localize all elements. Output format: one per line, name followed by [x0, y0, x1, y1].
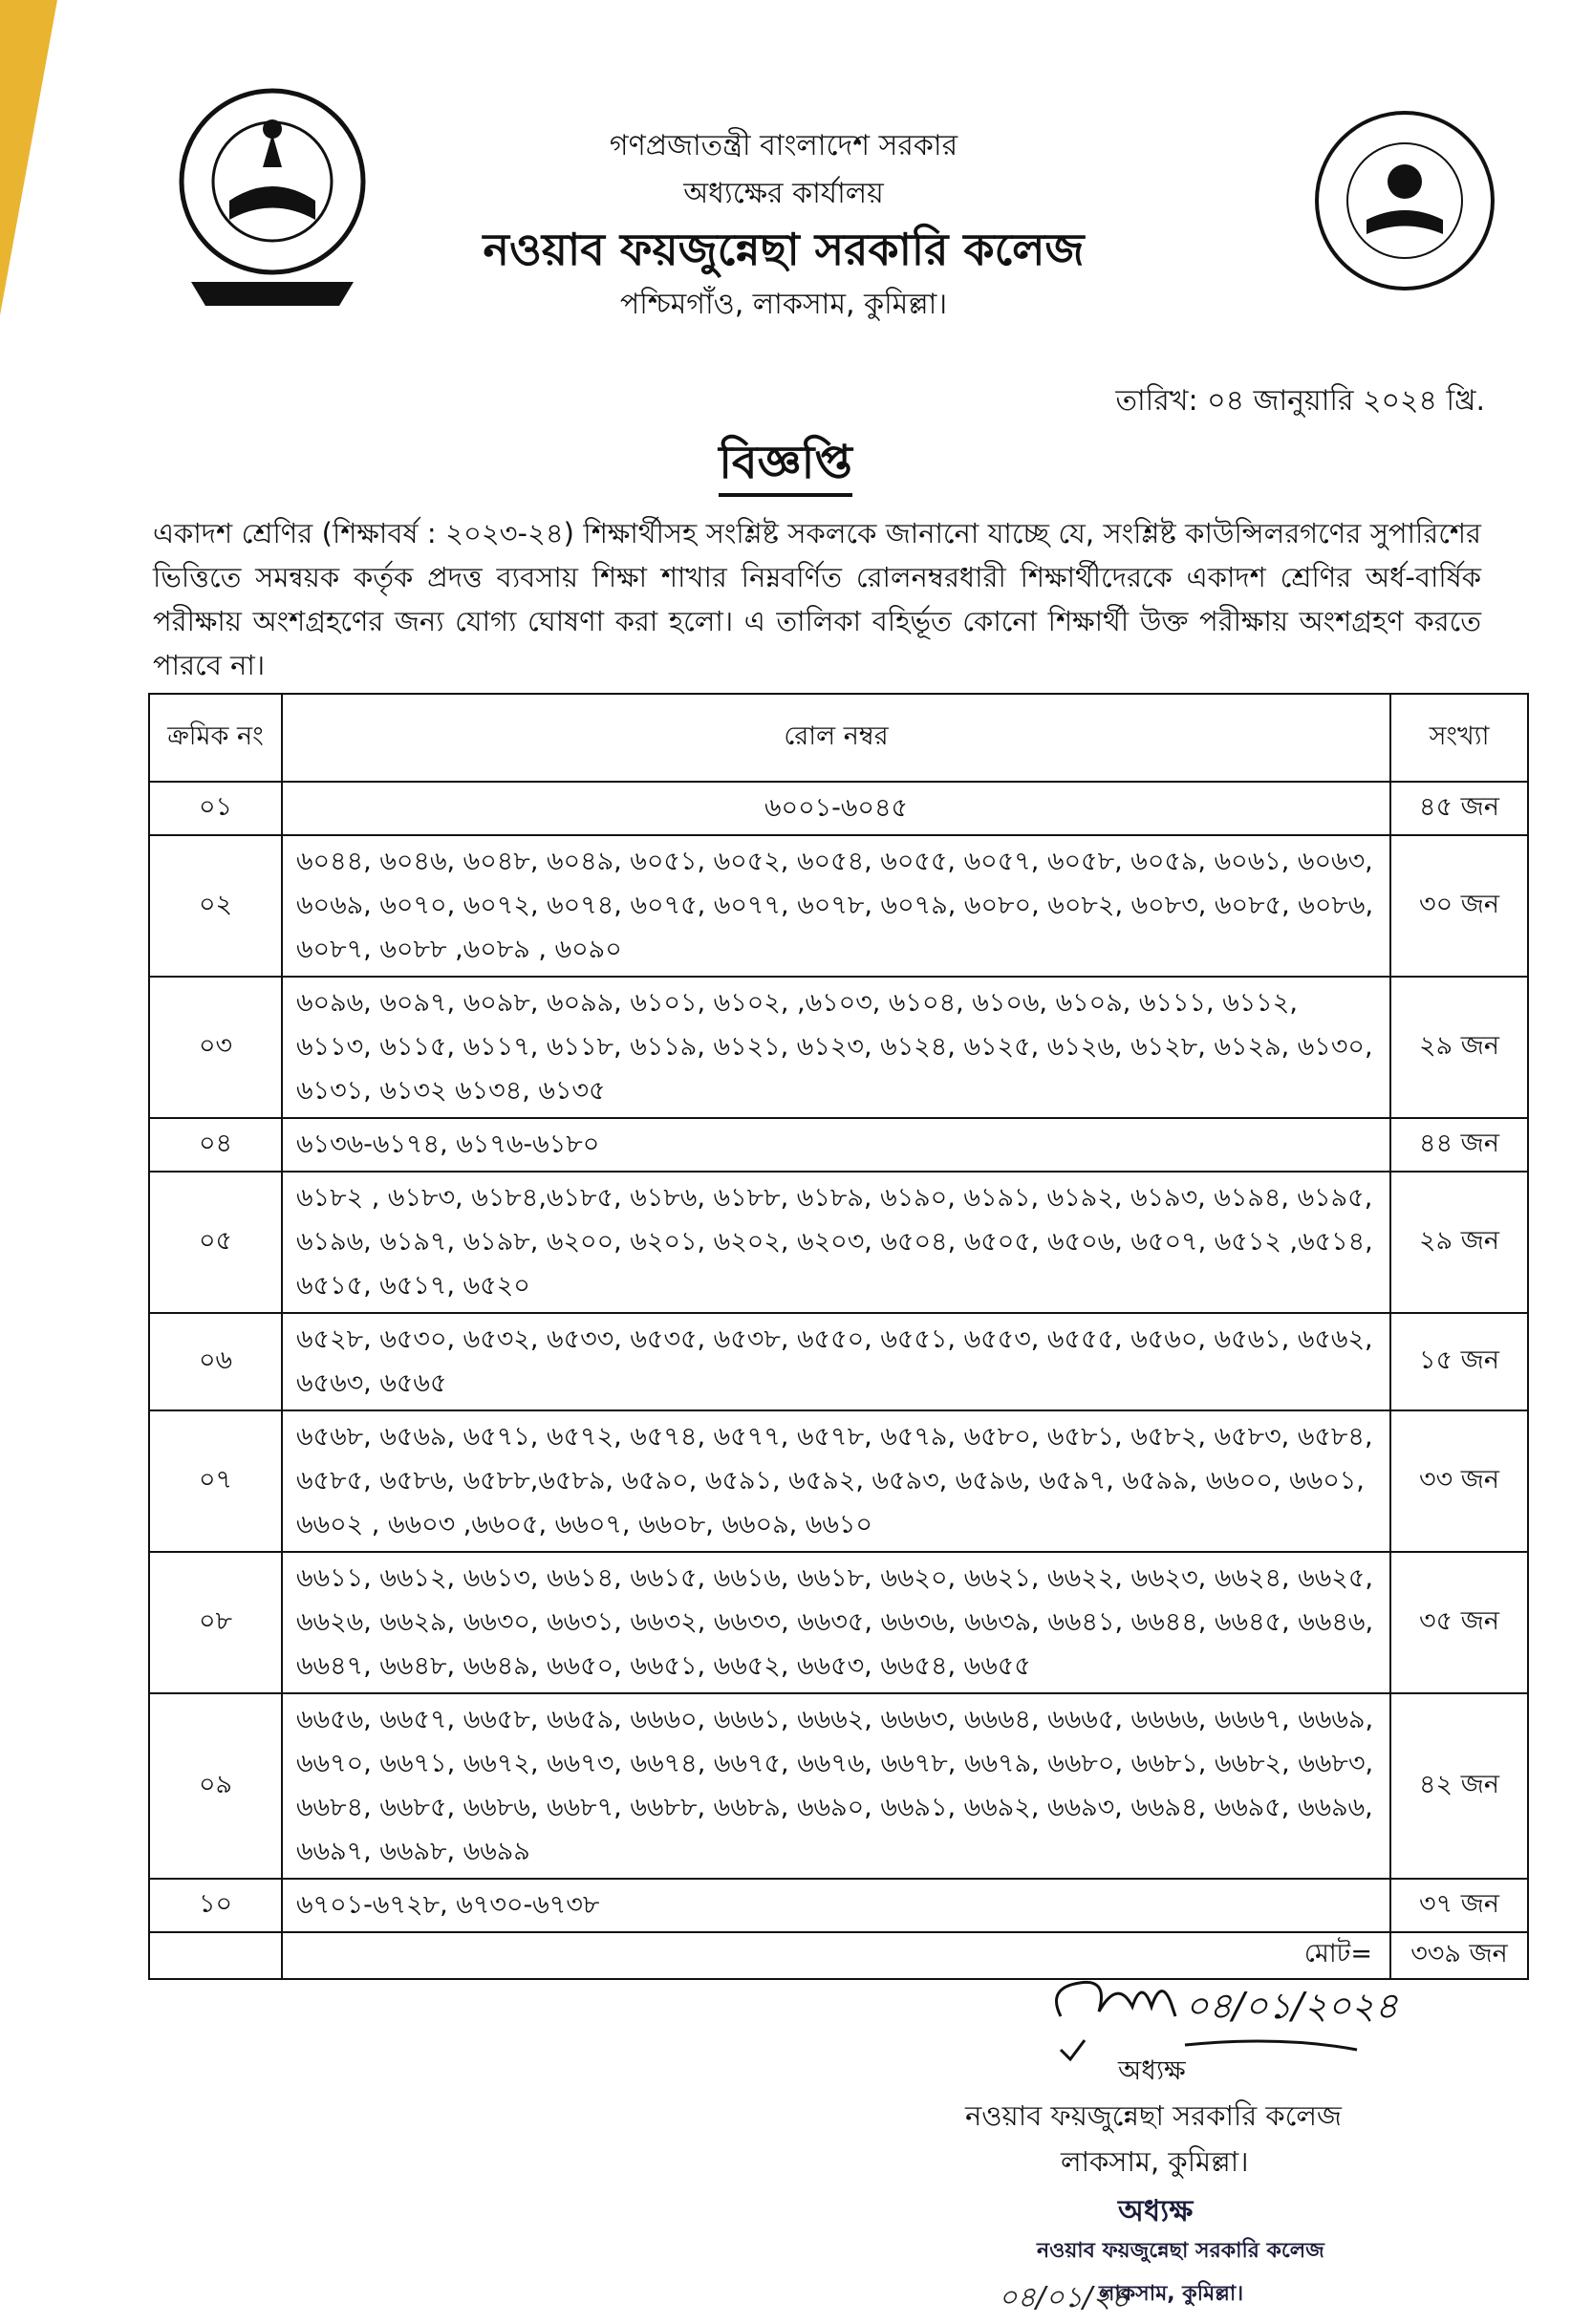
table-row: [149, 977, 1528, 1118]
roll-cell: ৬১৩৬-৬১৭৪, ৬১৭৬-৬১৮০: [282, 1118, 1390, 1172]
government-name: গণপ্রজাতন্ত্রী বাংলাদেশ সরকার: [609, 129, 958, 162]
header-serial: ক্রমিক নং: [149, 694, 282, 782]
serial-cell: ০৫: [149, 1172, 282, 1313]
college-address: পশ্চিমগাঁও, লাকসাম, কুমিল্লা।: [619, 288, 948, 321]
table-row: [149, 835, 1528, 977]
count-cell: ৩৫ জন: [1390, 1552, 1528, 1693]
count-cell: ১৫ জন: [1390, 1313, 1528, 1410]
roll-cell: ৬৫২৮, ৬৫৩০, ৬৫৩২, ৬৫৩৩, ৬৫৩৫, ৬৫৩৮, ৬৫৫০, ৬৫৫১, ৬৫৫৩, ৬৫৫৫, ৬৫৬০, ৬৫৬১, ৬৫৬২, ৬৫৬৩, ৬৫৬৫: [282, 1313, 1390, 1410]
office-name: অধ্যক্ষের কার্যালয়: [683, 177, 884, 210]
serial-cell: ০৯: [149, 1693, 282, 1879]
signer-college: নওয়াব ফয়জুন্নেছা সরকারি কলেজ: [965, 2099, 1342, 2132]
signer-title: অধ্যক্ষ: [1118, 2055, 1186, 2086]
serial-cell: ১০: [149, 1879, 282, 1932]
count-cell: ২৯ জন: [1390, 977, 1528, 1118]
table-row: [149, 1410, 1528, 1552]
serial-cell: ০৬: [149, 1313, 282, 1410]
roll-cell: ৬৭০১-৬৭২৮, ৬৭৩০-৬৭৩৮: [282, 1879, 1390, 1932]
count-cell: ৩৩ জন: [1390, 1410, 1528, 1552]
table-row: [149, 1313, 1528, 1410]
roll-cell: ৬৫৬৮, ৬৫৬৯, ৬৫৭১, ৬৫৭২, ৬৫৭৪, ৬৫৭৭, ৬৫৭৮, ৬৫৭৯, ৬৫৮০, ৬৫৮১, ৬৫৮২, ৬৫৮৩, ৬৫৮৪, ৬৫৮৫, ৬৫৮৬, ৬৫৮৮,৬৫৮৯, ৬৫৯০, ৬৫৯১, ৬৫৯২, ৬৫৯৩, ৬৫৯৬, ৬৫৯৭, ৬৫৯৯, ৬৬০০, ৬৬০১, ৬৬০২ , ৬৬০৩ ,৬৬০৫, ৬৬০৭, ৬৬০৮, ৬৬০৯, ৬৬১০: [282, 1410, 1390, 1552]
stamp-place: লাকসাম, কুমিল্লা।: [1099, 2282, 1244, 2306]
notice-title: বিজ্ঞপ্তি: [0, 428, 1571, 504]
roll-table: [148, 693, 1529, 1980]
roll-cell: ৬০৯৬, ৬০৯৭, ৬০৯৮, ৬০৯৯, ৬১০১, ৬১০২, ,৬১০৩, ৬১০৪, ৬১০৬, ৬১০৯, ৬১১১, ৬১১২, ৬১১৩, ৬১১৫, ৬১১৭, ৬১১৮, ৬১১৯, ৬১২১, ৬১২৩, ৬১২৪, ৬১২৫, ৬১২৬, ৬১২৮, ৬১২৯, ৬১৩০, ৬১৩১, ৬১৩২ ৬১৩৪, ৬১৩৫: [282, 977, 1390, 1118]
table-row: [149, 1693, 1528, 1879]
signer-place: লাকসাম, কুমিল্লা।: [1061, 2145, 1249, 2178]
serial-cell: ০২: [149, 835, 282, 977]
college-name: নওয়াব ফয়জুন্নেছা সরকারি কলেজ: [483, 224, 1085, 275]
count-cell: ৪৪ জন: [1390, 1118, 1528, 1172]
notice-date: তারিখ: ০৪ জানুয়ারি ২০২৪ খ্রি.: [1115, 384, 1485, 418]
table-body: [149, 782, 1528, 1932]
serial-cell: ০৪: [149, 1118, 282, 1172]
college-logo-left: [162, 76, 382, 315]
notice-paragraph: একাদশ শ্রেণির (শিক্ষাবর্ষ : ২০২৩-২৪) শিক্ষার্থীসহ সংশ্লিষ্ট সকলকে জানানো যাচ্ছে যে, সংশ্লিষ্ট কাউন্সিলরগণের সুপারিশের ভিত্তিতে সমন্বয়ক কর্তৃক প্রদত্ত ব্যবসায় শিক্ষা শাখার নিম্নবর্ণিত রোলনম্বরধারী শিক্ষার্থীদেরকে একাদশ শ্রেণির অর্ধ-বার্ষিক পরীক্ষায় অংশগ্রহণের জন্য যোগ্য ঘোষণা করা হলো। এ তালিকা বহির্ভূত কোনো শিক্ষার্থী উক্ত পরীক্ষায় অংশগ্রহণ করতে পারবে না।: [153, 517, 1481, 681]
table-row: [149, 1118, 1528, 1172]
table-row: [149, 782, 1528, 835]
total-serial-cell: [149, 1932, 282, 1979]
total-label: মোট=: [282, 1932, 1390, 1979]
roll-cell: ৬৬১১, ৬৬১২, ৬৬১৩, ৬৬১৪, ৬৬১৫, ৬৬১৬, ৬৬১৮, ৬৬২০, ৬৬২১, ৬৬২২, ৬৬২৩, ৬৬২৪, ৬৬২৫, ৬৬২৬, ৬৬২৯, ৬৬৩০, ৬৬৩১, ৬৬৩২, ৬৬৩৩, ৬৬৩৫, ৬৬৩৬, ৬৬৩৯, ৬৬৪১, ৬৬৪৪, ৬৬৪৫, ৬৬৪৬, ৬৬৪৭, ৬৬৪৮, ৬৬৪৯, ৬৬৫০, ৬৬৫১, ৬৬৫২, ৬৬৫৩, ৬৬৫৪, ৬৬৫৫: [282, 1552, 1390, 1693]
serial-cell: ০১: [149, 782, 282, 835]
serial-cell: ০৭: [149, 1410, 282, 1552]
table-row: [149, 1879, 1528, 1932]
count-cell: ৪৫ জন: [1390, 782, 1528, 835]
slogan-logo-right: [1309, 105, 1500, 296]
count-cell: ২৯ জন: [1390, 1172, 1528, 1313]
roll-cell: ৬১৮২ , ৬১৮৩, ৬১৮৪,৬১৮৫, ৬১৮৬, ৬১৮৮, ৬১৮৯, ৬১৯০, ৬১৯১, ৬১৯২, ৬১৯৩, ৬১৯৪, ৬১৯৫, ৬১৯৬, ৬১৯৭, ৬১৯৮, ৬২০০, ৬২০১, ৬২০২, ৬২০৩, ৬৫০৪, ৬৫০৫, ৬৫০৬, ৬৫০৭, ৬৫১২ ,৬৫১৪, ৬৫১৫, ৬৫১৭, ৬৫২০: [282, 1172, 1390, 1313]
page-edge-shadow: [0, 0, 57, 315]
count-cell: ৪২ জন: [1390, 1693, 1528, 1879]
roll-cell: ৬৬৫৬, ৬৬৫৭, ৬৬৫৮, ৬৬৫৯, ৬৬৬০, ৬৬৬১, ৬৬৬২, ৬৬৬৩, ৬৬৬৪, ৬৬৬৫, ৬৬৬৬, ৬৬৬৭, ৬৬৬৯, ৬৬৭০, ৬৬৭১, ৬৬৭২, ৬৬৭৩, ৬৬৭৪, ৬৬৭৫, ৬৬৭৬, ৬৬৭৮, ৬৬৭৯, ৬৬৮০, ৬৬৮১, ৬৬৮২, ৬৬৮৩, ৬৬৮৪, ৬৬৮৫, ৬৬৮৬, ৬৬৮৭, ৬৬৮৮, ৬৬৮৯, ৬৬৯০, ৬৬৯১, ৬৬৯২, ৬৬৯৩, ৬৬৯৪, ৬৬৯৫, ৬৬৯৬, ৬৬৯৭, ৬৬৯৮, ৬৬৯৯: [282, 1693, 1390, 1879]
stamp-college: নওয়াব ফয়জুন্নেছা সরকারি কলেজ: [1037, 2239, 1324, 2263]
header-roll: রোল নম্বর: [282, 694, 1390, 782]
roll-cell: ৬০০১-৬০৪৫: [282, 782, 1390, 835]
serial-cell: ০৮: [149, 1552, 282, 1693]
stamp-title: অধ্যক্ষ: [1118, 2194, 1194, 2228]
count-cell: ৩৭ জন: [1390, 1879, 1528, 1932]
count-cell: ৩০ জন: [1390, 835, 1528, 977]
roll-cell: ৬০৪৪, ৬০৪৬, ৬০৪৮, ৬০৪৯, ৬০৫১, ৬০৫২, ৬০৫৪, ৬০৫৫, ৬০৫৭, ৬০৫৮, ৬০৫৯, ৬০৬১, ৬০৬৩, ৬০৬৯, ৬০৭০, ৬০৭২, ৬০৭৪, ৬০৭৫, ৬০৭৭, ৬০৭৮, ৬০৭৯, ৬০৮০, ৬০৮২, ৬০৮৩, ৬০৮৫, ৬০৮৬, ৬০৮৭, ৬০৮৮ ,৬০৮৯ , ৬০৯০: [282, 835, 1390, 977]
letterhead: [382, 122, 1185, 329]
stamp-date: ০৪/০১/২৪: [999, 2281, 1130, 2314]
total-value: ৩৩৯ জন: [1390, 1932, 1528, 1979]
table-row: [149, 1552, 1528, 1693]
table-row: [149, 1172, 1528, 1313]
table-header-row: [149, 694, 1528, 782]
signature-date: ০৪/০১/২০২৪: [1185, 1985, 1399, 2027]
serial-cell: ০৩: [149, 977, 282, 1118]
header-count: সংখ্যা: [1390, 694, 1528, 782]
